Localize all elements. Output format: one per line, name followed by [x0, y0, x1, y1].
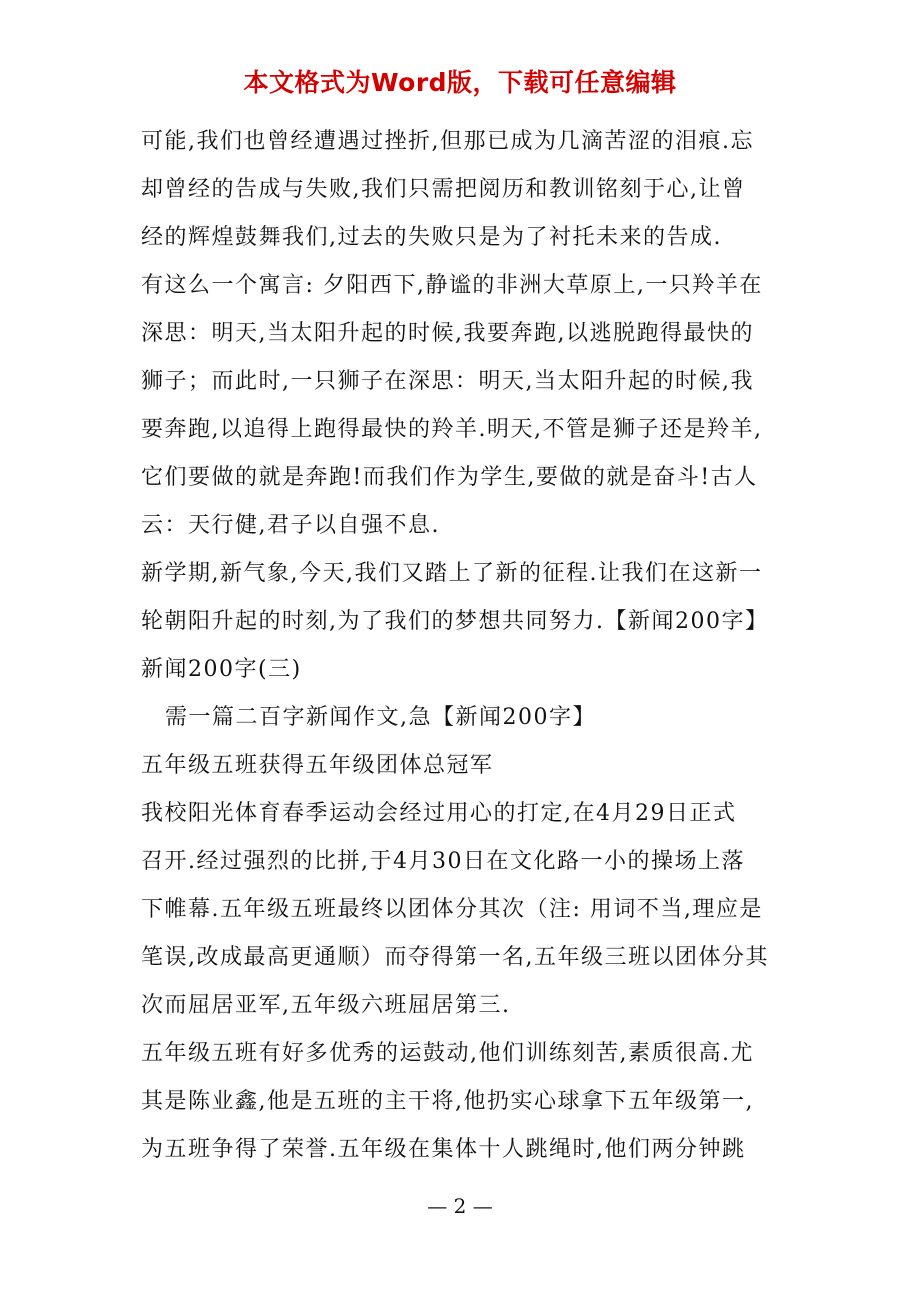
section-heading: 五年级五班获得五年级团体总冠军 [141, 753, 494, 778]
text-line: 经的辉煌鼓舞我们,过去的失败只是为了衬托未来的告成. [141, 225, 722, 250]
text-line: 为五班争得了荣誉.五年级在集体十人跳绳时,他们两分钟跳 [141, 1137, 746, 1162]
text-line: 深思：明天,当太阳升起的时候,我要奔跑,以逃脱跑得最快的 [141, 321, 754, 346]
text-line: 五年级五班有好多优秀的运鼓动,他们训练刻苦,素质很高.尤 [141, 1041, 754, 1066]
text-line: 召开.经过强烈的比拼,于4月30日在文化路一小的操场上落 [141, 849, 745, 874]
text-line: 新闻200字(三) [141, 657, 302, 682]
text-line: 新学期,新气象,今天,我们又踏上了新的征程.让我们在这新一 [141, 561, 763, 586]
text-line: 下帷幕.五年级五班最终以团体分其次（注: 用词不当,理应是 [141, 897, 763, 922]
page-number: — 2 — [427, 1194, 493, 1218]
text-line: 次而屈居亚军,五年级六班屈居第三. [141, 993, 511, 1018]
text-line: 要奔跑,以追得上跑得最快的羚羊.明天,不管是狮子还是羚羊, [141, 417, 763, 442]
text-line: 笔误,改成最高更通顺）而夺得第一名,五年级三班以团体分其 [141, 945, 769, 970]
body-text [141, 118, 783, 1174]
text-line: 可能,我们也曾经遭遇过挫折,但那已成为几滴苦涩的泪痕.忘 [141, 129, 754, 154]
text-line: 我校阳光体育春季运动会经过用心的打定,在4月29日正式 [141, 801, 737, 826]
text-line: 它们要做的就是奔跑!而我们作为学生,要做的就是奋斗!古人 [141, 465, 758, 490]
text-line: 却曾经的告成与失败,我们只需把阅历和教训铭刻于心,让曾 [141, 177, 746, 202]
text-line: 有这么一个寓言: 夕阳西下,静谧的非洲大草原上,一只羚羊在 [141, 273, 763, 298]
text-line: 轮朝阳升起的时刻,为了我们的梦想共同努力.【新闻200字】 [141, 609, 769, 634]
text-line: 云：天行健,君子以自强不息. [141, 513, 440, 538]
text-line: 需一篇二百字新闻作文,急【新闻200字】 [165, 705, 596, 730]
page-header-title: 本文格式为Word版，下载可任意编辑 [243, 68, 677, 97]
text-line: 其是陈业鑫,他是五班的主干将,他扔实心球拿下五年级第一, [141, 1089, 754, 1114]
text-line: 狮子；而此时,一只狮子在深思：明天,当太阳升起的时候,我 [141, 369, 754, 394]
